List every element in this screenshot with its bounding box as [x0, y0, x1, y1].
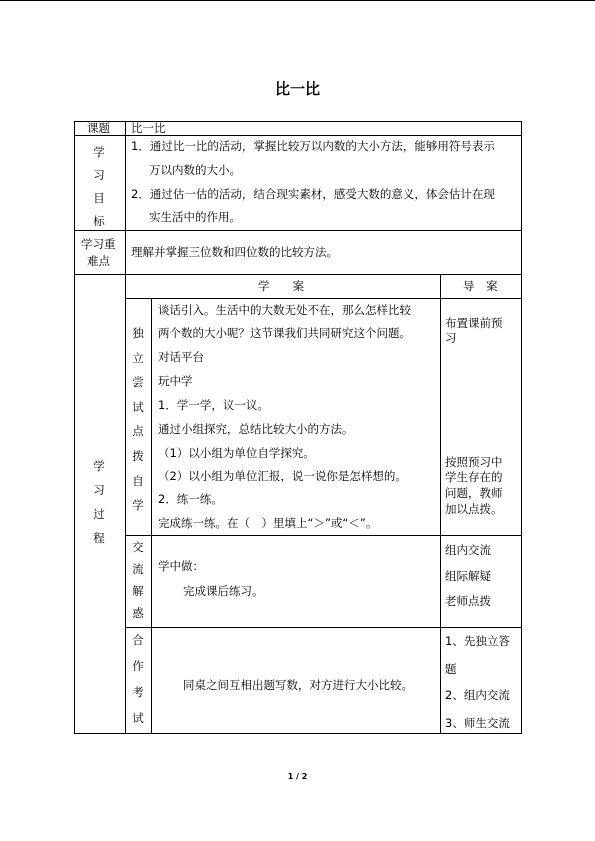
section-1-guide: 按照预习中	[445, 455, 503, 469]
label-char: 目	[93, 191, 105, 205]
section-1-label	[130, 325, 146, 522]
label-char: 标	[93, 214, 105, 228]
column-header-study: 学 案	[258, 279, 304, 293]
label-char: 交	[132, 540, 144, 554]
section-3-label	[130, 632, 146, 736]
section-3-guide: 2、组内交流	[445, 688, 510, 702]
page-number: 1 / 2	[287, 772, 308, 781]
label-char: 流	[132, 562, 144, 576]
row-divider	[74, 274, 522, 275]
section-1-guide: 习	[445, 331, 457, 345]
section-1-line: 2．练一练。	[158, 492, 223, 506]
keypoints-label-1: 学习重	[81, 237, 116, 251]
label-char: 习	[93, 168, 105, 182]
label-char: 学	[93, 459, 105, 473]
section-2-guide: 组际解疑	[445, 569, 491, 583]
section-1-line: （2）以小组为单位汇报，说一说你是怎样想的。	[158, 469, 407, 483]
row-divider	[74, 230, 522, 231]
section-1-line: 通过小组探究，总结比较大小的方法。	[158, 422, 354, 436]
top-rule	[0, 0, 595, 1]
row-divider	[125, 298, 522, 299]
col-divider	[125, 121, 126, 734]
objectives-label	[91, 144, 107, 236]
label-char: 程	[93, 531, 105, 545]
label-char: 习	[93, 483, 105, 497]
section-1-line: 谈话引入。生活中的大数无处不在，那么怎样比较	[158, 303, 411, 317]
process-label	[91, 458, 107, 554]
section-1-line: （1）以小组为单位自学探究。	[158, 446, 315, 460]
col-divider	[440, 274, 441, 734]
section-3-guide: 题	[445, 662, 457, 676]
section-1-guide: 加以点拨。	[445, 502, 503, 516]
label-char: 合	[132, 633, 144, 647]
topic-label: 课题	[87, 121, 110, 135]
objective-2-line2: 实生活中的作用。	[149, 210, 241, 224]
keypoints-label-2: 难点	[87, 254, 110, 268]
objective-1-line2: 万以内数的大小。	[149, 163, 241, 177]
section-1-line: 玩中学	[158, 374, 193, 388]
label-char: 立	[132, 350, 144, 365]
label-char: 学	[132, 498, 144, 513]
column-header-guide: 导 案	[463, 279, 498, 293]
label-char: 自	[132, 473, 144, 488]
keypoints-value: 理解并掌握三位数和四位数的比较方法。	[131, 245, 338, 259]
section-1-line: 对话平台	[158, 350, 204, 364]
section-2-guide: 组内交流	[445, 543, 491, 557]
label-char: 考	[132, 685, 144, 699]
row-divider	[74, 135, 522, 136]
section-1-line: 两个数的大小呢？这节课我们共同研究这个问题。	[158, 326, 411, 340]
label-char: 解	[132, 584, 144, 598]
label-char: 点	[132, 424, 144, 439]
objective-1-line1: 1．通过比一比的活动，掌握比较万以内数的大小方法，能够用符号表示	[131, 139, 495, 153]
section-3-guide: 3、师生交流	[445, 716, 510, 730]
label-char: 惑	[132, 606, 144, 620]
section-2-guide: 老师点拨	[445, 594, 491, 608]
row-divider	[125, 535, 522, 536]
section-1-line: 完成练一练。在（ ）里填上“＞”或“＜”。	[158, 516, 378, 530]
label-char: 试	[132, 399, 144, 414]
label-char: 作	[132, 659, 144, 673]
section-3-line: 同桌之间互相出题写数，对方进行大小比较。	[183, 678, 413, 692]
label-char: 拨	[132, 448, 144, 463]
section-1-line: 1．学一学，议一议。	[158, 398, 269, 412]
label-char: 学	[93, 145, 105, 159]
section-1-guide: 问题，教师	[445, 486, 503, 500]
page-title: 比一比	[274, 80, 320, 98]
section-2-label	[130, 539, 146, 627]
label-char: 试	[132, 711, 144, 725]
section-2-line: 完成课后练习。	[183, 584, 264, 598]
label-char: 独	[132, 326, 144, 340]
section-1-guide: 学生存在的	[445, 470, 503, 484]
row-divider	[125, 627, 522, 628]
section-3-guide: 1、先独立答	[445, 634, 510, 648]
label-char: 过	[93, 507, 105, 521]
objective-2-line1: 2．通过估一估的活动，结合现实素材，感受大数的意义，体会估计在现	[131, 187, 495, 201]
label-char: 尝	[132, 375, 144, 390]
section-2-line: 学中做：	[158, 559, 204, 573]
topic-value: 比一比	[131, 121, 166, 135]
col-divider	[151, 298, 152, 734]
section-1-guide: 布置课前预	[445, 316, 503, 330]
